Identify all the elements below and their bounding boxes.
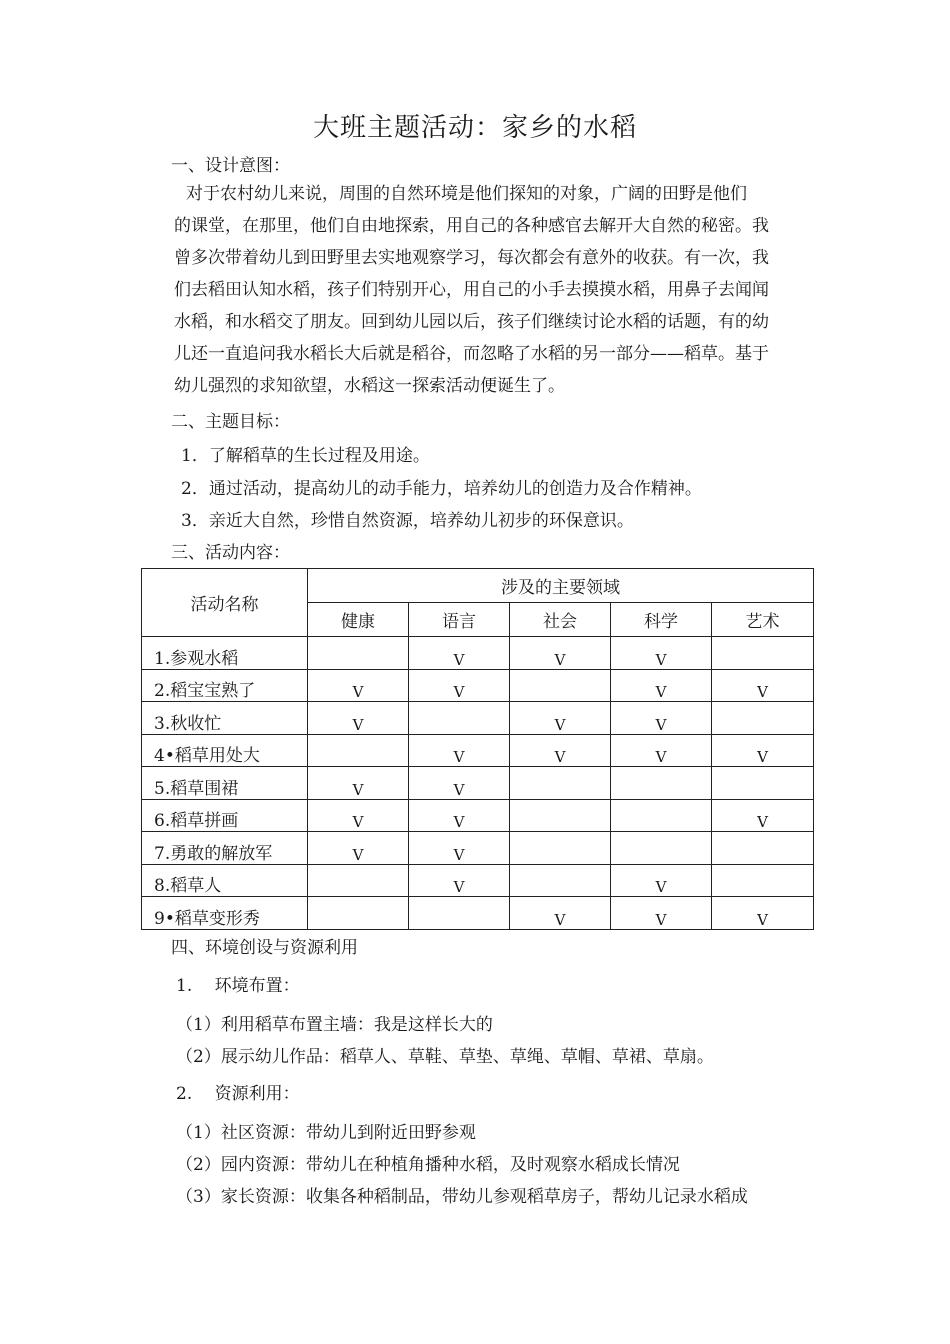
table-row (142, 799, 814, 832)
table-row (142, 637, 814, 670)
check-mark-cell: V (409, 799, 510, 832)
activity-table-body (142, 569, 814, 930)
empty-cell (308, 637, 409, 670)
activity-name-cell: 2.稻宝宝熟了 (142, 669, 308, 702)
empty-cell (712, 832, 814, 865)
domain-header-science: 科学 (611, 603, 712, 637)
check-mark-cell: V (611, 864, 712, 897)
check-mark-cell: V (308, 767, 409, 800)
check-mark-cell: V (510, 702, 611, 735)
paragraph-line: 幼儿强烈的求知欲望，水稻这一探索活动便诞生了。 (174, 376, 565, 396)
section-heading-goals: 二、主题目标： (171, 412, 290, 432)
goal-item: 3．亲近大自然，珍惜自然资源，培养幼儿初步的环保意识。 (181, 511, 634, 531)
table-row (142, 767, 814, 800)
paragraph-line: 曾多次带着幼儿到田野里去实地观察学习，每次都会有意外的收获。有一次，我 (174, 248, 769, 268)
environment-item: （1）利用稻草布置主墙：我是这样长大的 (176, 1015, 493, 1035)
empty-cell (409, 702, 510, 735)
section-heading-environment: 四、环境创设与资源利用 (171, 938, 358, 958)
subsection-label-resources: 2. 资源利用： (176, 1084, 300, 1104)
empty-cell (308, 864, 409, 897)
table-row (142, 669, 814, 702)
empty-cell (611, 832, 712, 865)
check-mark-cell: V (611, 637, 712, 670)
resource-item: （1）社区资源：带幼儿到附近田野参观 (176, 1123, 476, 1143)
domain-header-art: 艺术 (712, 603, 814, 637)
empty-cell (308, 897, 409, 930)
check-mark-cell: V (308, 799, 409, 832)
activity-name-cell: 9•稻草变形秀 (142, 897, 308, 930)
check-mark-cell: V (611, 897, 712, 930)
goal-item: 2．通过活动，提高幼儿的动手能力，培养幼儿的创造力及合作精神。 (181, 479, 702, 499)
check-mark-cell: V (510, 637, 611, 670)
check-mark-cell: V (712, 897, 814, 930)
check-mark-cell: V (409, 734, 510, 767)
paragraph-line: 水稻，和水稻交了朋友。回到幼儿园以后，孩子们继续讨论水稻的话题，有的幼 (174, 312, 769, 332)
domain-header-health: 健康 (308, 603, 409, 637)
empty-cell (510, 864, 611, 897)
empty-cell (712, 767, 814, 800)
empty-cell (712, 702, 814, 735)
environment-item: （2）展示幼儿作品：稻草人、草鞋、草垫、草绳、草帽、草裙、草扇。 (176, 1047, 714, 1067)
resource-item: （2）园内资源：带幼儿在种植角播种水稻，及时观察水稻成长情况 (176, 1155, 680, 1175)
check-mark-cell: V (712, 734, 814, 767)
activity-name-cell: 3.秋收忙 (142, 702, 308, 735)
empty-cell (510, 832, 611, 865)
activity-name-cell: 1.参观水稻 (142, 637, 308, 670)
activity-name-cell: 7.勇敢的解放军 (142, 832, 308, 865)
document-title: 大班主题活动：家乡的水稻 (312, 113, 637, 143)
table-row (142, 832, 814, 865)
domain-header-society: 社会 (510, 603, 611, 637)
empty-cell (510, 767, 611, 800)
check-mark-cell: V (308, 832, 409, 865)
activity-table (141, 568, 814, 930)
empty-cell (510, 669, 611, 702)
section-heading-design-intent: 一、设计意图： (171, 156, 290, 176)
empty-cell (712, 637, 814, 670)
check-mark-cell: V (510, 734, 611, 767)
domain-header-language: 语言 (409, 603, 510, 637)
check-mark-cell: V (712, 669, 814, 702)
check-mark-cell: V (409, 767, 510, 800)
activity-name-header: 活动名称 (142, 569, 308, 637)
activity-name-cell: 5.稻草围裙 (142, 767, 308, 800)
resource-item: （3）家长资源：收集各种稻制品，带幼儿参观稻草房子，帮幼儿记录水稻成 (176, 1187, 748, 1207)
subsection-label-environment: 1. 环境布置： (176, 976, 300, 996)
check-mark-cell: V (409, 832, 510, 865)
table-row (142, 734, 814, 767)
empty-cell (409, 897, 510, 930)
check-mark-cell: V (409, 669, 510, 702)
section-heading-activities: 三、活动内容： (171, 543, 290, 563)
empty-cell (308, 734, 409, 767)
empty-cell (611, 767, 712, 800)
empty-cell (510, 799, 611, 832)
check-mark-cell: V (409, 864, 510, 897)
paragraph-line: 儿还一直追问我水稻长大后就是稻谷，而忽略了水稻的另一部分——稻草。基于 (174, 344, 769, 364)
paragraph-line: 的课堂，在那里，他们自由地探索，用自己的各种感官去解开大自然的秘密。我 (174, 216, 769, 236)
activity-name-cell: 6.稻草拼画 (142, 799, 308, 832)
paragraph-line: 对于农村幼儿来说，周围的自然环境是他们探知的对象，广阔的田野是他们 (186, 184, 747, 204)
goal-item: 1．了解稻草的生长过程及用途。 (181, 446, 430, 466)
check-mark-cell: V (611, 669, 712, 702)
domains-group-header: 涉及的主要领域 (308, 569, 814, 603)
paragraph-line: 们去稻田认知水稻，孩子们特别开心，用自己的小手去摸摸水稻，用鼻子去闻闻 (174, 280, 769, 300)
check-mark-cell: V (409, 637, 510, 670)
table-row (142, 702, 814, 735)
activity-name-cell: 8.稻草人 (142, 864, 308, 897)
check-mark-cell: V (308, 669, 409, 702)
check-mark-cell: V (510, 897, 611, 930)
empty-cell (712, 864, 814, 897)
check-mark-cell: V (308, 702, 409, 735)
empty-cell (611, 799, 712, 832)
check-mark-cell: V (611, 702, 712, 735)
check-mark-cell: V (611, 734, 712, 767)
check-mark-cell: V (712, 799, 814, 832)
design-intent-paragraph (138, 178, 818, 402)
table-header-row (142, 569, 814, 603)
table-row (142, 864, 814, 897)
table-row (142, 897, 814, 930)
activity-name-cell: 4•稻草用处大 (142, 734, 308, 767)
